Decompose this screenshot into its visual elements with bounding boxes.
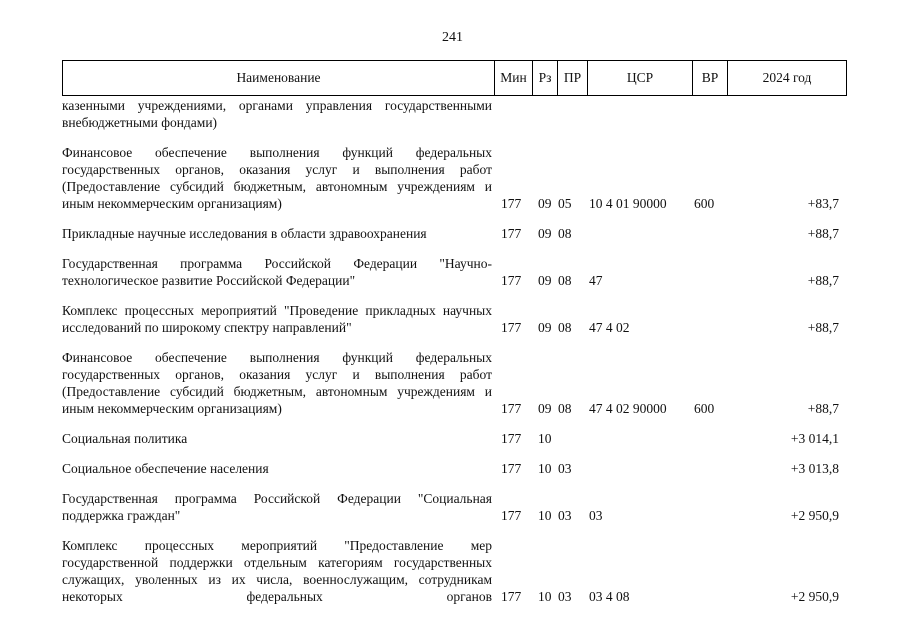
row-rz: 09 [538,273,552,288]
row-pr: 03 [558,508,572,523]
row-min: 177 [501,226,522,241]
row-rz: 09 [538,320,552,335]
row-csr: 03 [589,508,603,523]
table-row [62,460,847,477]
row-rz: 09 [538,401,552,416]
row-name: Социальная политика [62,431,188,446]
table-row [62,430,847,447]
row-rz: 09 [538,226,552,241]
row-sum: +88,7 [807,273,839,288]
table-row [62,349,847,417]
column-header-rz: Рз [533,61,558,95]
row-min: 177 [501,508,522,523]
row-min: 177 [501,401,522,416]
row-name: Государственная программа Российской Федерации "Социальная поддержка граждан" [62,491,492,523]
row-pr: 08 [558,320,572,335]
row-rz: 10 [538,431,552,446]
table-row [62,302,847,336]
column-header-min: Мин [495,61,533,95]
row-name: казенными учреждениями, органами управления государственными внебюджетными фондами) [62,98,492,130]
row-name: Финансовое обеспечение выполнения функций федеральных государственных органов, оказания услуг и выполнения работ (Предоставление субсидий бюджетным, автономным учреждениям и иным некоммерческим организациям) [62,350,492,416]
row-sum: +88,7 [807,320,839,335]
row-sum: +2 950,9 [790,589,839,604]
column-header-year: 2024 год [762,70,812,85]
table-row [62,255,847,289]
column-header-csr: ЦСР [588,61,693,95]
row-sum: +88,7 [807,226,839,241]
row-name: Прикладные научные исследования в области здравоохранения [62,226,427,241]
row-sum: +88,7 [807,401,839,416]
row-sum: +3 014,1 [790,431,839,446]
row-rz: 10 [538,589,552,604]
row-csr: 47 4 02 90000 [589,401,667,416]
row-min: 177 [501,320,522,335]
row-name: Социальное обеспечение населения [62,461,269,476]
row-sum: +3 013,8 [790,461,839,476]
row-pr: 08 [558,273,572,288]
table-row [62,537,847,605]
table-header [62,60,847,96]
row-min: 177 [501,589,522,604]
row-csr: 03 4 08 [589,589,630,604]
row-min: 177 [501,431,522,446]
row-pr: 08 [558,401,572,416]
row-csr: 47 [589,273,603,288]
table-row [62,144,847,212]
table-row [62,97,847,131]
row-csr: 10 4 01 90000 [589,196,667,211]
row-csr: 47 4 02 [589,320,630,335]
row-name: Финансовое обеспечение выполнения функций федеральных государственных органов, оказания услуг и выполнения работ (Предоставление субсидий бюджетным, автономным учреждениям и иным некоммерческим организациям) [62,145,492,211]
column-header-pr: ПР [558,61,588,95]
row-name: Комплекс процессных мероприятий "Проведение прикладных научных исследований по широкому спектру направлений" [62,303,492,335]
table-body [62,97,847,618]
row-vr: 600 [694,196,715,211]
row-rz: 10 [538,508,552,523]
row-rz: 09 [538,196,552,211]
column-header-name: Наименование [63,61,495,95]
row-pr: 03 [558,589,572,604]
table-row [62,490,847,524]
row-rz: 10 [538,461,552,476]
row-sum: +83,7 [807,196,839,211]
row-min: 177 [501,196,522,211]
table-row [62,225,847,242]
row-vr: 600 [694,401,715,416]
row-name: Государственная программа Российской Федерации "Научно-технологическое развитие Российской Федерации" [62,256,492,288]
column-header-vr: ВР [693,61,728,95]
row-pr: 05 [558,196,572,211]
page-number: 241 [442,30,463,45]
row-min: 177 [501,461,522,476]
row-sum: +2 950,9 [790,508,839,523]
row-min: 177 [501,273,522,288]
row-pr: 03 [558,461,572,476]
row-name: Комплекс процессных мероприятий "Предоставление мер государственной поддержки отдельным категориям государственных служащих, уволенных из их числа, военнослужащим, сотрудникам некоторых федеральных органов [62,538,492,604]
row-pr: 08 [558,226,572,241]
